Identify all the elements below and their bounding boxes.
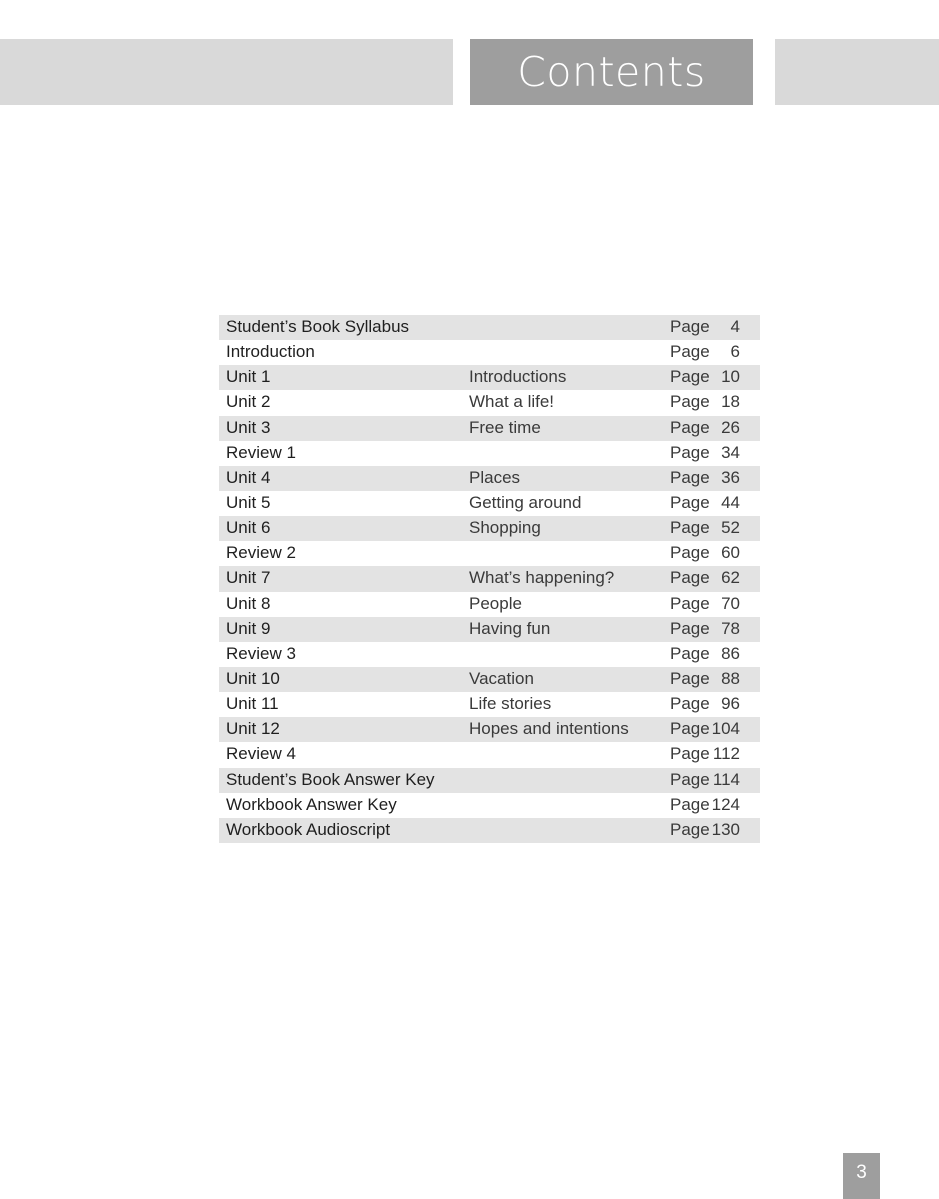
toc-page-label: Page [670, 392, 710, 412]
toc-row [219, 818, 760, 843]
toc-page-label: Page [670, 367, 710, 387]
toc-entry-topic: Hopes and intentions [469, 719, 629, 739]
toc-entry-label: Unit 5 [226, 492, 271, 512]
toc-page-number: 36 [721, 467, 740, 487]
toc-entry-topic: Getting around [469, 492, 582, 512]
toc-page-label: Page [670, 518, 710, 538]
toc-page-label: Page [670, 668, 710, 688]
toc-page-number: 6 [730, 342, 740, 362]
page-number-badge [843, 1153, 880, 1199]
toc-row [219, 516, 760, 541]
toc-entry-topic: People [469, 593, 522, 613]
toc-entry-label: Unit 6 [226, 518, 271, 538]
contents-title-box [470, 39, 753, 105]
toc-row [219, 566, 760, 591]
toc-page-label: Page [670, 492, 710, 512]
toc-page-number: 52 [721, 518, 740, 538]
toc-page-number: 104 [711, 719, 740, 739]
toc-entry-label: Review 2 [226, 543, 296, 563]
toc-page-number: 44 [721, 492, 740, 512]
toc-page-number: 60 [721, 543, 740, 563]
toc-row [219, 441, 760, 466]
toc-entry-label: Unit 3 [226, 417, 271, 437]
toc-entry-label: Unit 10 [226, 668, 280, 688]
toc-page-label: Page [670, 442, 710, 462]
toc-page-label: Page [670, 694, 710, 714]
toc-page-label: Page [670, 568, 710, 588]
toc-entry-label: Unit 4 [226, 467, 271, 487]
toc-page-label: Page [670, 467, 710, 487]
toc-entry-label: Review 1 [226, 442, 296, 462]
toc-page-number: 10 [721, 367, 740, 387]
toc-page-number: 70 [721, 593, 740, 613]
toc-page-number: 86 [721, 643, 740, 663]
toc-page-number: 112 [712, 744, 740, 764]
toc-page-label: Page [670, 593, 710, 613]
toc-page-number: 124 [711, 794, 740, 814]
toc-row [219, 491, 760, 516]
toc-page-label: Page [670, 819, 710, 839]
toc-page-label: Page [670, 719, 710, 739]
toc-row [219, 390, 760, 415]
toc-row [219, 742, 760, 767]
toc-row [219, 793, 760, 818]
toc-page-label: Page [670, 643, 710, 663]
toc-page-number: 114 [712, 769, 740, 789]
page-number: 3 [856, 1162, 867, 1183]
toc-page-label: Page [670, 769, 710, 789]
toc-entry-label: Unit 7 [226, 568, 271, 588]
toc-row [219, 365, 760, 390]
toc-row [219, 692, 760, 717]
page-title: Contents [517, 47, 706, 96]
toc-page-label: Page [670, 342, 710, 362]
toc-entry-topic: Having fun [469, 618, 551, 638]
header-band-left [0, 39, 453, 105]
toc-row [219, 340, 760, 365]
toc-row [219, 667, 760, 692]
toc-row [219, 768, 760, 793]
toc-entry-label: Unit 2 [226, 392, 271, 412]
toc-entry-label: Unit 1 [226, 367, 271, 387]
toc-page-label: Page [670, 317, 710, 336]
toc-page-number: 34 [721, 442, 740, 462]
toc-row [219, 315, 760, 340]
toc-row [219, 466, 760, 491]
toc-row [219, 541, 760, 566]
toc-entry-topic: Life stories [469, 694, 552, 714]
toc-page-label: Page [670, 417, 710, 437]
toc-entry-label: Student’s Book Syllabus [226, 317, 410, 336]
toc-entry-label: Unit 9 [226, 618, 271, 638]
toc-page-number: 78 [721, 618, 740, 638]
toc-entry-label: Review 4 [226, 744, 296, 764]
toc-page-label: Page [670, 794, 710, 814]
toc-row [219, 416, 760, 441]
toc-entry-topic: Vacation [469, 668, 534, 688]
toc-entry-topic: What’s happening? [469, 568, 615, 588]
toc-page-label: Page [670, 618, 710, 638]
header-band-right [775, 39, 939, 105]
toc-row [219, 642, 760, 667]
toc-page-number: 62 [721, 568, 740, 588]
toc-entry-label: Student’s Book Answer Key [226, 769, 435, 789]
toc-entry-label: Unit 8 [226, 593, 271, 613]
toc-page-number: 26 [721, 417, 740, 437]
toc-entry-topic: Shopping [469, 518, 541, 538]
table-of-contents [219, 315, 760, 843]
toc-entry-label: Workbook Answer Key [226, 794, 397, 814]
toc-row [219, 717, 760, 742]
toc-entry-label: Workbook Audioscript [226, 819, 391, 839]
toc-entry-topic: What a life! [469, 392, 555, 412]
toc-entry-topic: Introductions [469, 367, 567, 387]
toc-entry-label: Unit 12 [226, 719, 280, 739]
toc-page-number: 18 [721, 392, 740, 412]
toc-entry-label: Review 3 [226, 643, 296, 663]
toc-page-number: 96 [721, 694, 740, 714]
toc-row [219, 592, 760, 617]
toc-entry-topic: Places [469, 467, 521, 487]
toc-page-number: 130 [711, 819, 740, 839]
toc-entry-label: Unit 11 [226, 694, 279, 714]
toc-entry-label: Introduction [226, 342, 315, 362]
toc-row [219, 617, 760, 642]
toc-entry-topic: Free time [469, 417, 541, 437]
toc-page-label: Page [670, 744, 710, 764]
toc-page-label: Page [670, 543, 710, 563]
toc-page-number: 4 [730, 317, 740, 336]
toc-page-number: 88 [721, 668, 740, 688]
